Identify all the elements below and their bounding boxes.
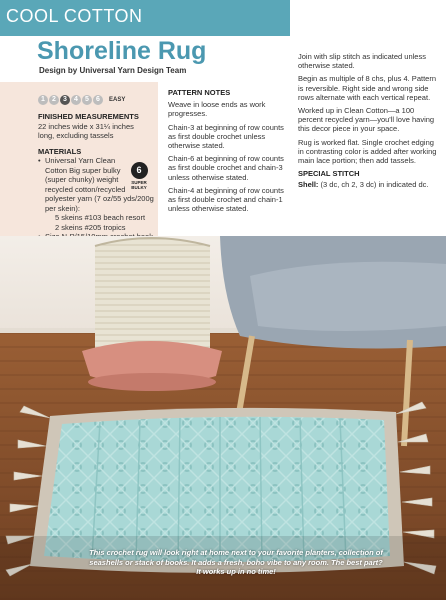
materials-line: recycled cotton/recycled xyxy=(45,184,126,194)
pattern-note: Chain-4 at beginning of row counts as first double crochet and chain-1 unless otherwise stated. xyxy=(168,185,284,214)
pattern-note: Chain-3 at beginning of row counts as first double crochet unless otherwise stated. xyxy=(168,122,284,151)
materials-line: Universal Yarn Clean xyxy=(45,156,116,165)
materials-line: polyester yarn (7 oz/55 yds/200g xyxy=(45,194,154,203)
pattern-notes-continued xyxy=(298,52,438,194)
materials-heading: MATERIALS xyxy=(38,146,82,156)
section-name: COOL COTTON xyxy=(6,6,143,26)
skill-dot: 2 xyxy=(49,95,59,105)
yarn-weight-label: SUPER BULKY xyxy=(131,180,147,190)
materials-subitem: 5 skeins #103 beach resort xyxy=(55,213,146,222)
materials-line: (super chunky) weight xyxy=(45,175,119,184)
finished-line: 22 inches wide x 31¼ inches xyxy=(38,121,134,131)
yarn-ball-icon: 6 xyxy=(131,162,148,179)
skill-dot: 4 xyxy=(71,95,81,105)
yarn-weight-icon xyxy=(124,162,154,190)
skill-dot: 1 xyxy=(38,95,48,105)
materials-subitem: 2 skeins #205 tropics xyxy=(55,222,126,232)
basket-planter xyxy=(82,238,222,391)
pattern-notes xyxy=(168,88,292,217)
pattern-note: Join with slip stitch as indicated unless otherwise stated. xyxy=(298,52,426,71)
finished-line: long, excluding tassels xyxy=(38,131,114,140)
pattern-note: Rug is worked flat. Single crochet edging in contrasting color is added after working main lace portion; then add tassels. xyxy=(298,137,437,166)
shell-label: Shell: xyxy=(298,180,319,190)
pattern-note: Weave in loose ends as work progresses. xyxy=(168,100,266,119)
pattern-note: Worked up in Clean Cotton—a 100 percent recycled yarn—you'll love having this decor piece in your space. xyxy=(298,106,435,134)
photo-caption: This crochet rug will look right at home next to your favorite planters, collection of seashells or stack of books. It adds a fresh, boho vibe to any room. The best part? It works up in no time! xyxy=(89,548,383,576)
pattern-note: Begin as multiple of 8 chs, plus 4. Pattern is reversible. Right side and wrong side rows alternate with each vertical repeat. xyxy=(298,74,436,102)
shell-definition: (3 dc, ch 2, 3 dc) in indicated dc. xyxy=(320,180,429,190)
pattern-note: Chain-6 at beginning of row counts as first double crochet and chain-3 unless otherwise stated. xyxy=(168,154,284,182)
skill-label: EASY xyxy=(109,97,126,103)
skill-dot-selected: 3 xyxy=(60,95,70,105)
materials-line: Cotton Big super bulky xyxy=(45,165,121,175)
special-stitch-text xyxy=(298,180,438,189)
finished-heading: FINISHED MEASUREMENTS xyxy=(38,112,139,121)
pattern-title: Shoreline Rug xyxy=(37,37,207,65)
materials-line: per skein): xyxy=(45,203,81,213)
rug-photo xyxy=(0,236,446,600)
skill-level xyxy=(38,95,125,105)
designer-credit: Design by Universal Yarn Design Team xyxy=(39,66,187,75)
pattern-notes-heading: PATTERN NOTES xyxy=(168,88,231,97)
skill-dot: 5 xyxy=(82,95,92,105)
special-stitch-heading: SPECIAL STITCH xyxy=(298,169,360,179)
skill-dot: 6 xyxy=(93,95,103,105)
